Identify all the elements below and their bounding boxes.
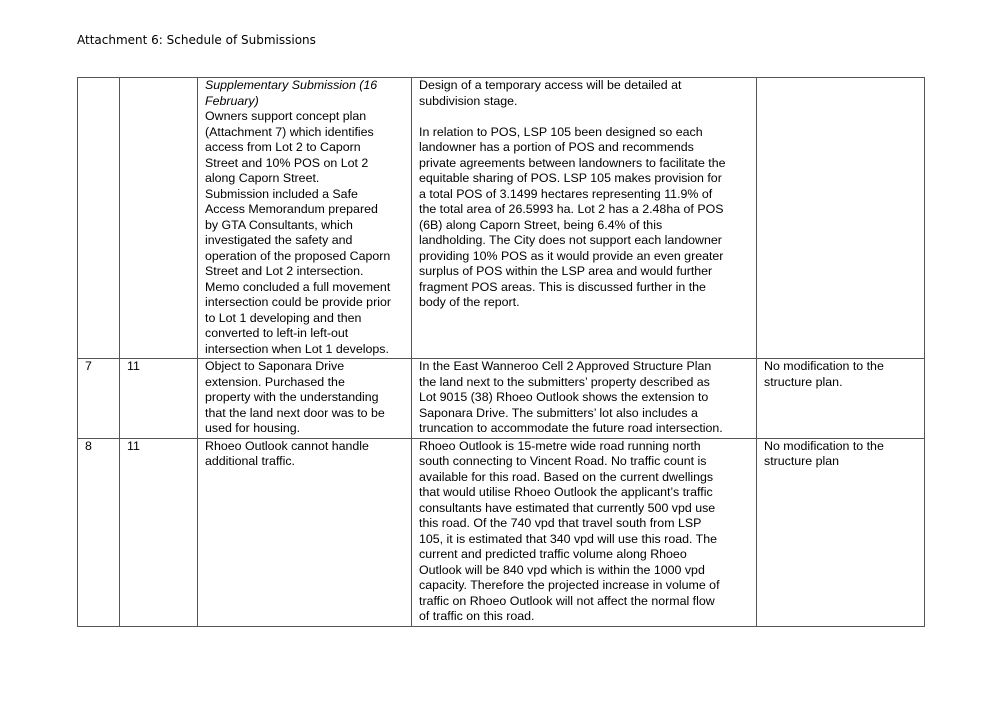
submission-ref: 11 [127, 438, 140, 453]
submission-heading-line: February) [205, 93, 259, 108]
submission-line: along Caporn Street. [205, 171, 320, 185]
submission-line: to Lot 1 developing and then [205, 310, 362, 325]
submission-line: property with the understanding [205, 390, 379, 404]
comment-line: current and predicted traffic volume along Rhoeo [419, 547, 687, 561]
comment-line: fragment POS areas. This is discussed further in the [419, 279, 706, 294]
submission-ref-cell [120, 359, 198, 439]
comment-line: Outlook will be 840 vpd which is within the 1000 vpd [419, 562, 705, 577]
submission-cell [198, 78, 412, 359]
submission-line: Owners support concept plan [205, 109, 367, 123]
comment-line: Design of a temporary access will be detailed at [419, 78, 682, 92]
comment-line: providing 10% POS as it would provide an even greater [419, 248, 724, 263]
comment-line: truncation to accommodate the future road intersection. [419, 421, 723, 435]
recommendation-line: No modification to the [764, 438, 884, 453]
submission-line: Object to Saponara Drive [205, 359, 345, 373]
recommendation-line: No modification to the [764, 359, 884, 373]
comment-line: landholding. The City does not support each landowner [419, 233, 722, 247]
comment-cell [412, 78, 757, 359]
submission-number: 8 [85, 438, 92, 453]
recommendation-line: structure plan. [764, 374, 843, 389]
comment-line: Lot 9015 (38) Rhoeo Outlook shows the extension to [419, 390, 709, 404]
comment-line: that would utilise Rhoeo Outlook the applicant’s traffic [419, 485, 713, 499]
submission-number-cell [78, 359, 120, 439]
submission-ref-cell [120, 438, 198, 626]
comment-line: consultants have estimated that currently 500 vpd use [419, 500, 716, 515]
submission-line: Street and 10% POS on Lot 2 [205, 155, 369, 170]
comment-line [419, 109, 752, 125]
submission-number-cell [78, 438, 120, 626]
submission-line: by GTA Consultants, which [205, 217, 353, 232]
submission-line: converted to left-in left-out [205, 326, 349, 340]
submission-line: Rhoeo Outlook cannot handle [205, 438, 369, 453]
comment-line: (6B) along Caporn Street, being 6.4% of this [419, 217, 663, 232]
comment-line: In relation to POS, LSP 105 been designed so each [419, 124, 703, 139]
submission-ref-cell [120, 78, 198, 359]
submission-line: intersection when Lot 1 develops. [205, 341, 389, 356]
recommendation-cell [757, 78, 925, 359]
recommendation-line: structure plan [764, 454, 840, 468]
submission-cell [198, 359, 412, 439]
submission-line: additional traffic. [205, 454, 296, 468]
submission-line: Access Memorandum prepared [205, 202, 378, 216]
comment-line: equitable sharing of POS. LSP 105 makes provision for [419, 171, 722, 185]
submission-line: Memo concluded a full movement [205, 279, 391, 294]
comment-line: this road. Of the 740 vpd that travel south from LSP [419, 516, 702, 530]
submission-line: Street and Lot 2 intersection. [205, 264, 364, 278]
comment-line: body of the report. [419, 295, 520, 309]
comment-line: available for this road. Based on the current dwellings [419, 469, 714, 484]
comment-cell [412, 359, 757, 439]
recommendation-cell [757, 438, 925, 626]
submission-line: that the land next door was to be [205, 405, 385, 420]
submissions-table [77, 77, 925, 627]
table-row [78, 359, 925, 439]
submission-line: intersection could be provide prior [205, 295, 391, 309]
submission-ref: 11 [127, 359, 140, 373]
submission-line: investigated the safety and [205, 233, 353, 247]
comment-line: landowner has a portion of POS and recommends [419, 140, 694, 154]
comment-line: south connecting to Vincent Road. No traffic count is [419, 454, 707, 468]
submission-number: 7 [85, 359, 92, 373]
comment-line: traffic on Rhoeo Outlook will not affect the normal flow [419, 593, 715, 608]
comment-line: capacity. Therefore the projected increase in volume of [419, 578, 720, 592]
comment-cell [412, 438, 757, 626]
comment-line: private agreements between landowners to facilitate the [419, 155, 726, 170]
comment-line: Rhoeo Outlook is 15-metre wide road running north [419, 438, 701, 453]
comment-line: the land next to the submitters’ property described as [419, 374, 710, 389]
comment-line: the total area of 26.5993 ha. Lot 2 has a 2.48ha of POS [419, 202, 724, 216]
submission-number-cell [78, 78, 120, 359]
submission-line: used for housing. [205, 421, 301, 435]
submission-line: access from Lot 2 to Caporn [205, 140, 361, 154]
submission-line: Submission included a Safe [205, 186, 358, 201]
submission-line: extension. Purchased the [205, 374, 345, 389]
comment-line: 105, it is estimated that 340 vpd will use this road. The [419, 531, 717, 546]
table-row [78, 438, 925, 626]
comment-line: In the East Wanneroo Cell 2 Approved Structure Plan [419, 359, 712, 373]
table-row [78, 78, 925, 359]
comment-line: of traffic on this road. [419, 609, 535, 623]
comment-line: surplus of POS within the LSP area and would further [419, 264, 713, 278]
page-header: Attachment 6: Schedule of Submissions [77, 33, 316, 47]
submission-cell [198, 438, 412, 626]
submission-line: operation of the proposed Caporn [205, 248, 391, 263]
comment-line: a total POS of 3.1499 hectares representing 11.9% of [419, 186, 713, 201]
recommendation-cell [757, 359, 925, 439]
submission-line: (Attachment 7) which identifies [205, 124, 374, 139]
submission-heading-line: Supplementary Submission (16 [205, 78, 378, 92]
comment-line: Saponara Drive. The submitters’ lot also includes a [419, 405, 698, 420]
comment-line: subdivision stage. [419, 93, 518, 108]
